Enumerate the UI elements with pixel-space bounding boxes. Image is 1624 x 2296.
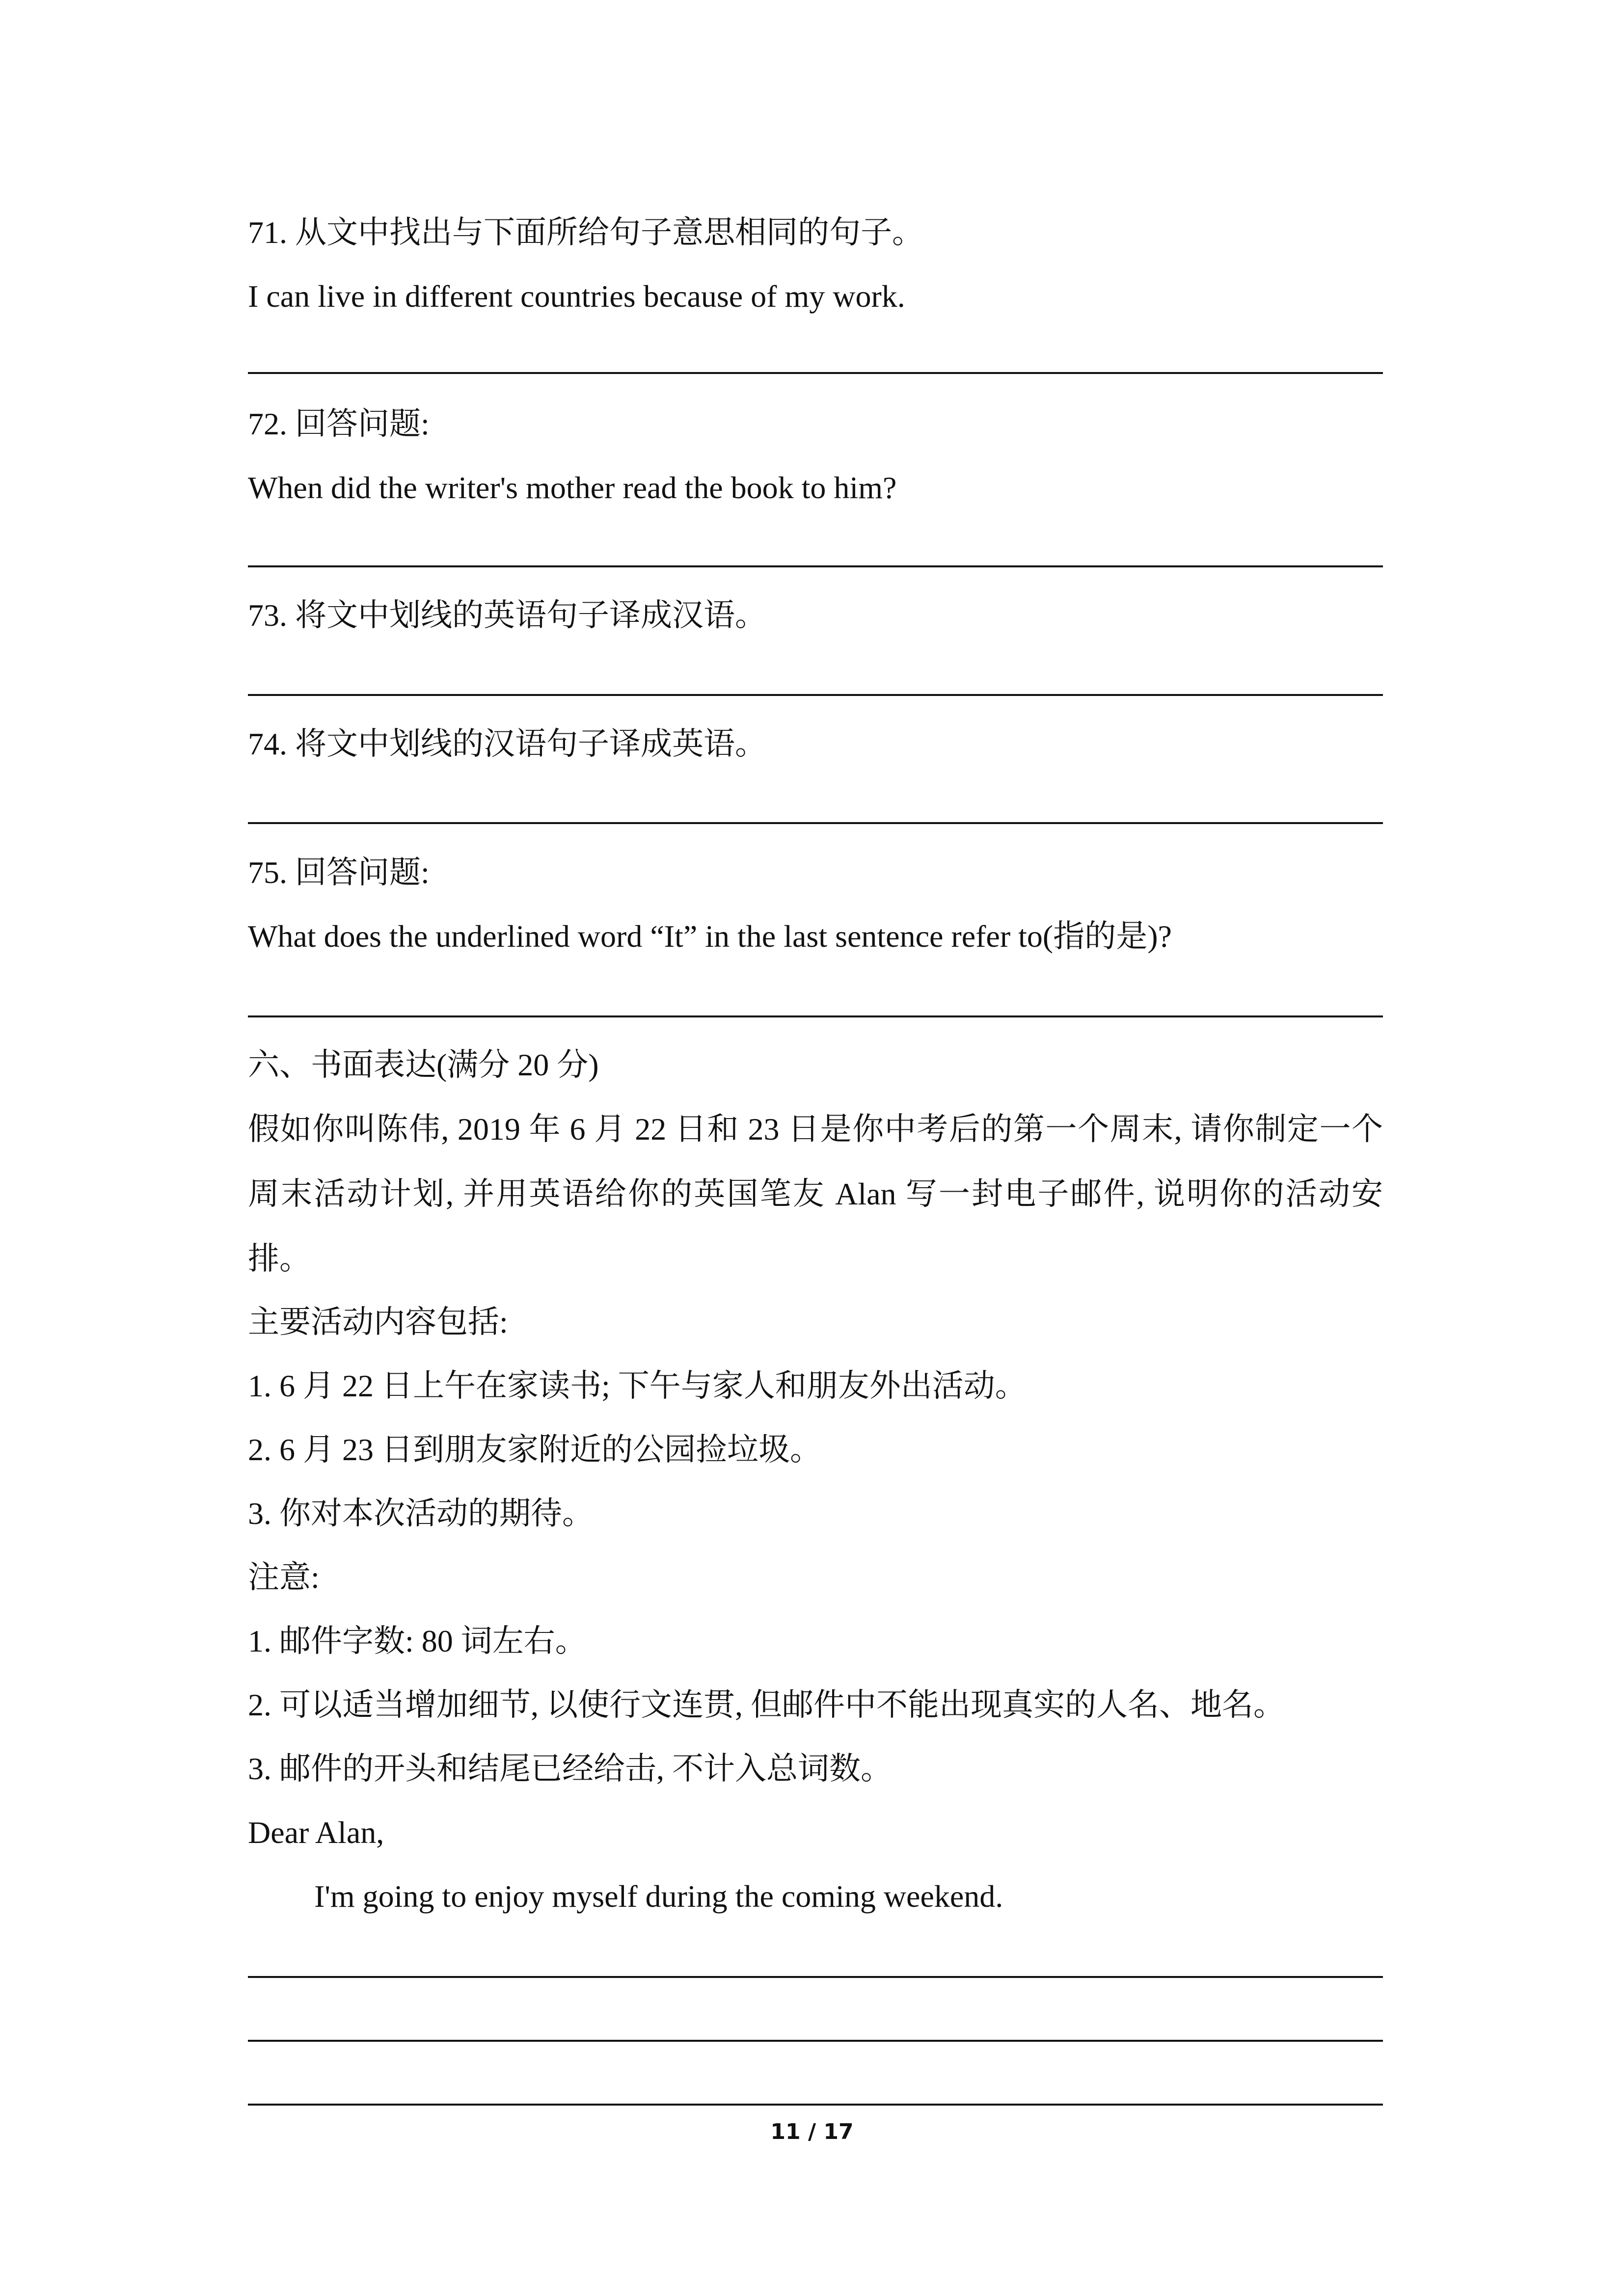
- content-item: 1. 6 月 22 日上午在家读书; 下午与家人和朋友外出活动。: [248, 1368, 1027, 1403]
- email-salutation: Dear Alan,: [248, 1815, 384, 1850]
- content-item: 2. 6 月 23 日到朋友家附近的公园捡垃圾。: [248, 1432, 821, 1467]
- writing-intro: 假如你叫陈伟, 2019 年 6 月 22 日和 23 日是你中考后的第一个周末, 请你制定一个周末活动计划, 并用英语给你的英国笔友 Alan 写一封电子邮件, 说明你的活动安排。: [248, 1112, 1383, 1276]
- email-opening: I'm going to enjoy myself during the coming weekend.: [314, 1879, 1003, 1914]
- note-item: 1. 邮件字数: 80 词左右。: [248, 1624, 587, 1658]
- writing-heading: 六、书面表达(满分 20 分): [248, 1047, 599, 1082]
- writing-line-1[interactable]: [248, 1976, 1383, 1978]
- q72-prompt: 72. 回答问题:: [248, 406, 430, 441]
- page-number: 11 / 17: [770, 2119, 854, 2144]
- notes-label: 注意:: [248, 1560, 320, 1595]
- q72-answer-line[interactable]: [248, 565, 1383, 567]
- q73-answer-line[interactable]: [248, 694, 1383, 696]
- content-label: 主要活动内容包括:: [248, 1305, 508, 1339]
- writing-line-2[interactable]: [248, 2040, 1383, 2042]
- content-item: 3. 你对本次活动的期待。: [248, 1496, 594, 1531]
- q74-prompt: 74. 将文中划线的汉语句子译成英语。: [248, 726, 766, 761]
- note-item: 3. 邮件的开头和结尾已经给击, 不计入总词数。: [248, 1751, 892, 1786]
- note-item: 2. 可以适当增加细节, 以使行文连贯, 但邮件中不能出现真实的人名、地名。: [248, 1687, 1285, 1722]
- q75-answer-line[interactable]: [248, 1015, 1383, 1017]
- q71-prompt: 71. 从文中找出与下面所给句子意思相同的句子。: [248, 215, 923, 250]
- q72-question: When did the writer's mother read the book to him?: [248, 470, 897, 505]
- q75-question: What does the underlined word “It” in the last sentence refer to(指的是)?: [248, 919, 1172, 954]
- q71-sentence: I can live in different countries because of my work.: [248, 279, 905, 314]
- writing-line-3[interactable]: [248, 2104, 1383, 2106]
- q74-answer-line[interactable]: [248, 822, 1383, 824]
- q75-prompt: 75. 回答问题:: [248, 855, 430, 890]
- q71-answer-line[interactable]: [248, 372, 1383, 374]
- q73-prompt: 73. 将文中划线的英语句子译成汉语。: [248, 598, 766, 633]
